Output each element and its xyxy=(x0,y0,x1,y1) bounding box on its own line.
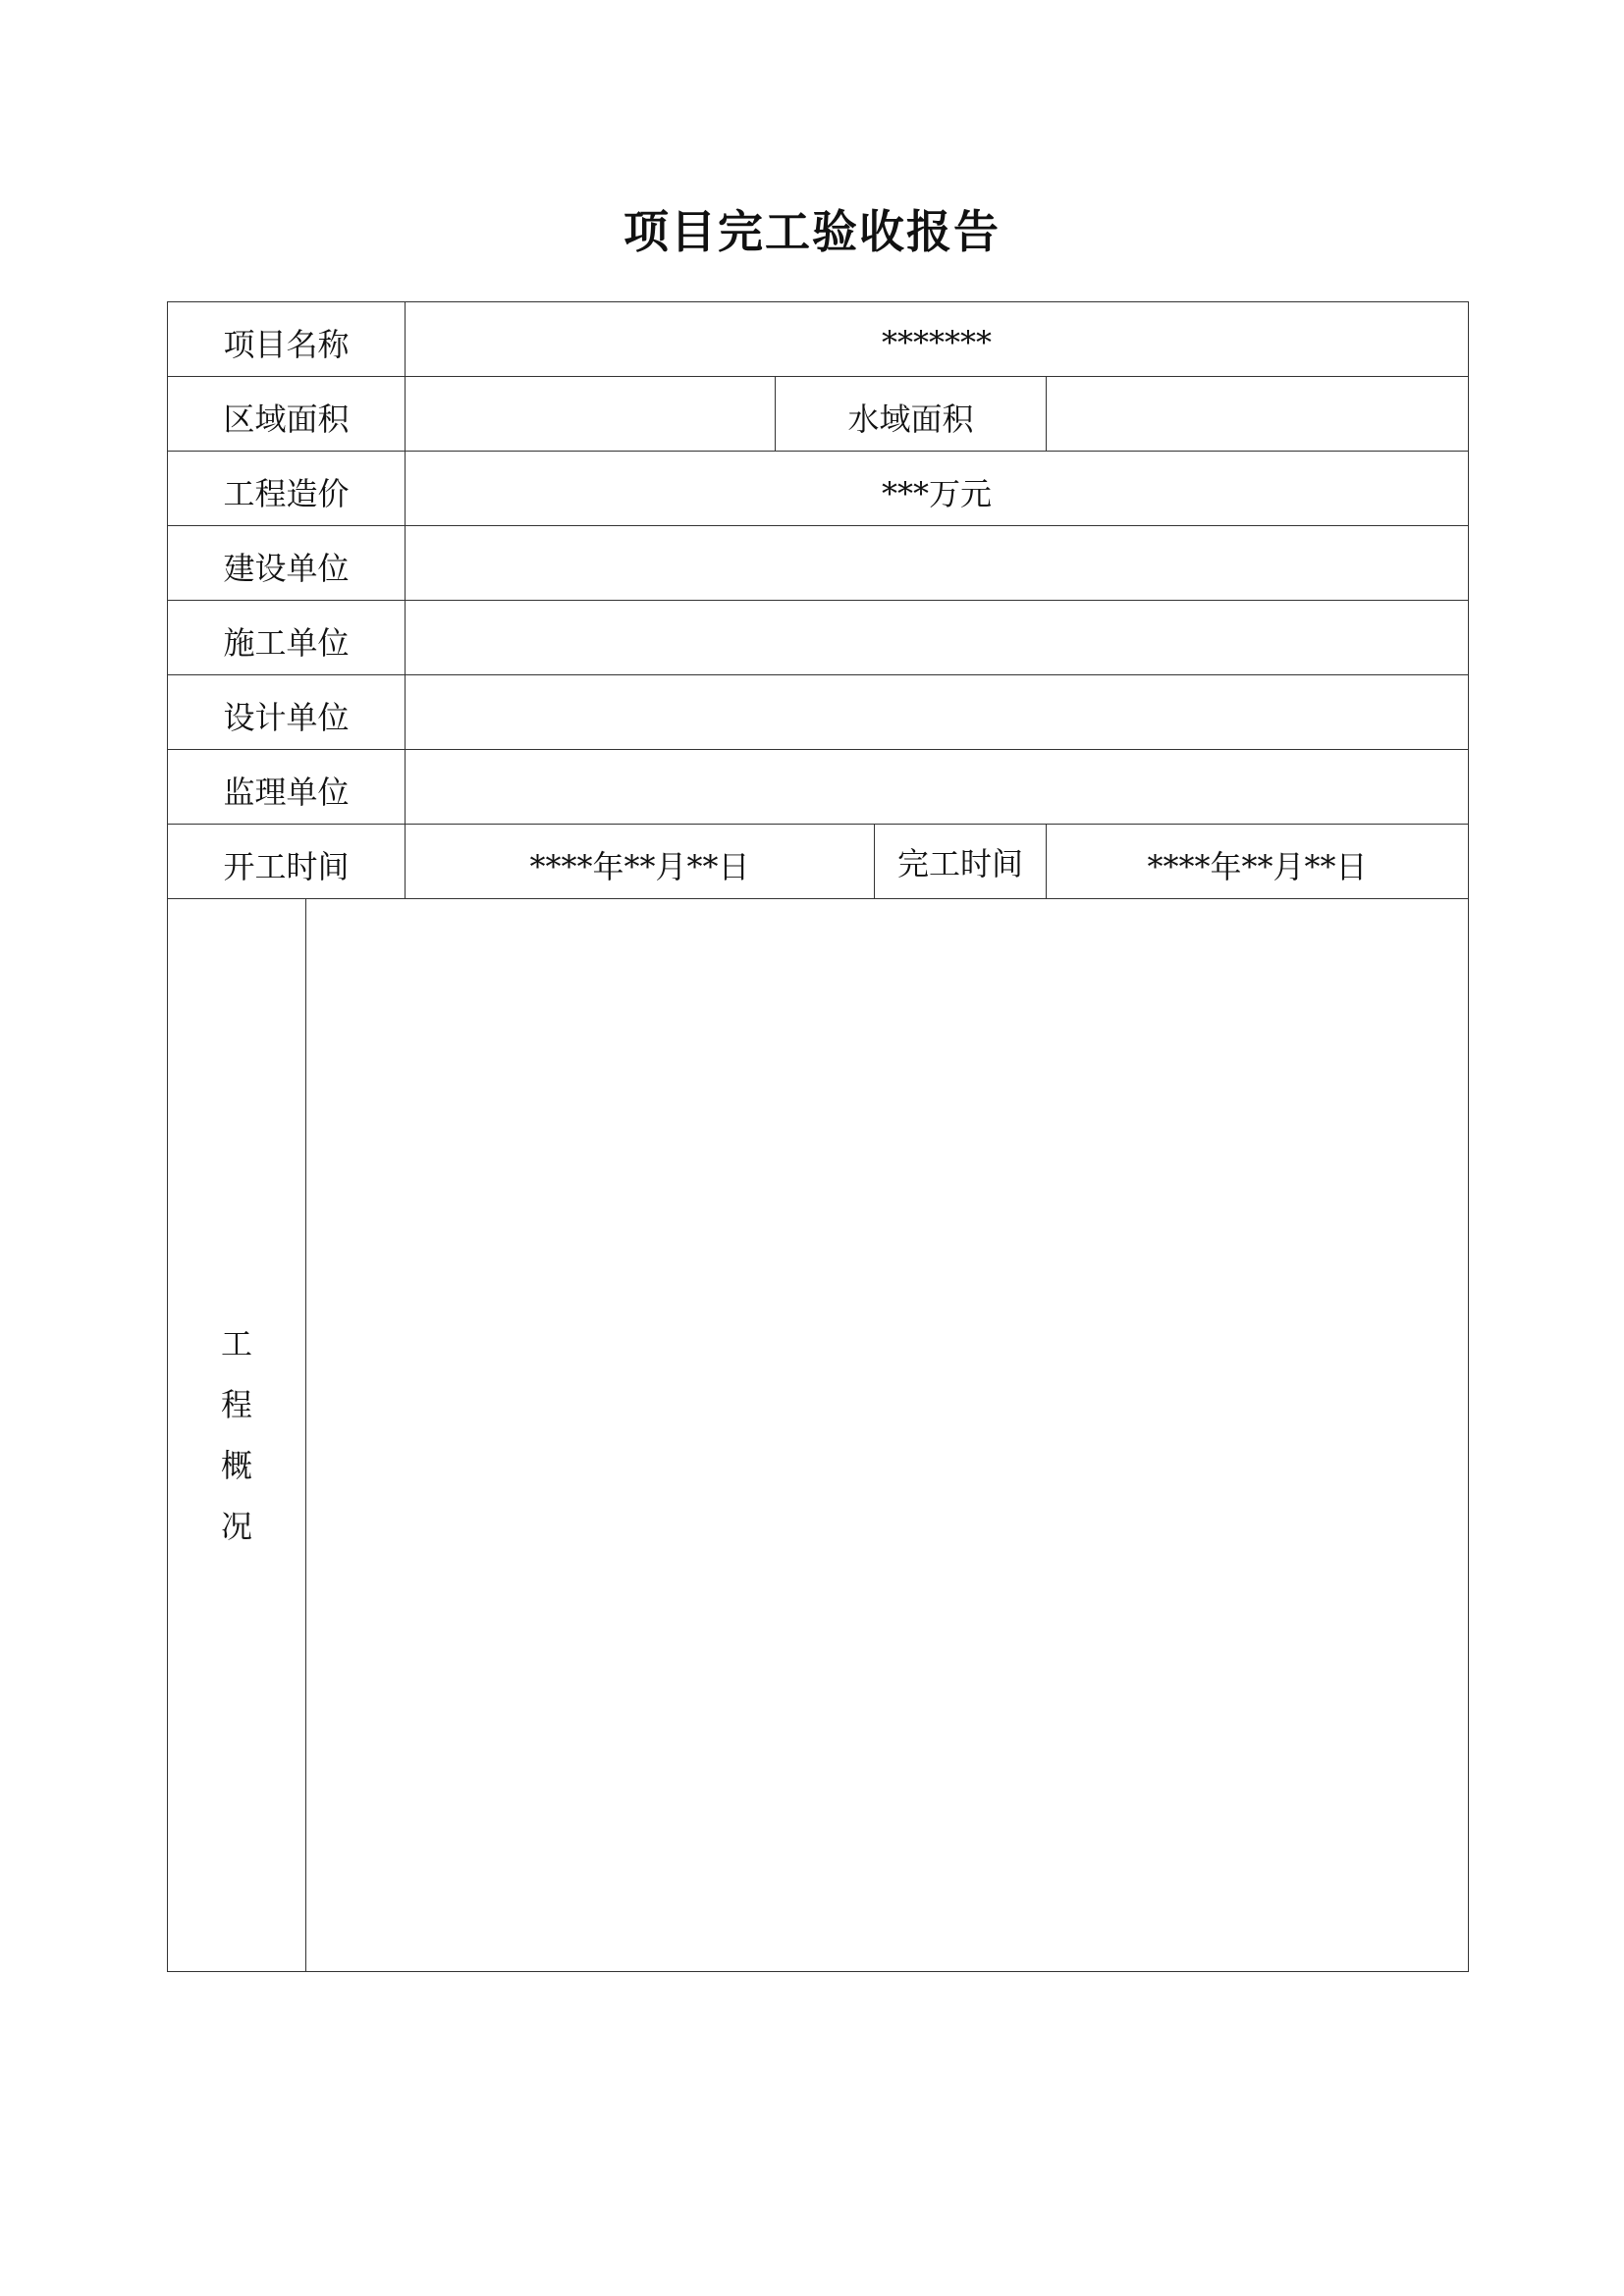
region-area-label: 区域面积 xyxy=(168,377,406,452)
overview-label: 工程概况 xyxy=(220,1325,252,1545)
water-area-label: 水域面积 xyxy=(776,377,1047,452)
row-cost xyxy=(168,452,1469,526)
designer-value[interactable] xyxy=(406,675,1469,750)
water-area-value[interactable] xyxy=(1047,377,1469,452)
acceptance-form-table xyxy=(167,301,1469,1972)
document-title: 项目完工验收报告 xyxy=(623,205,1001,258)
row-supervisor xyxy=(168,750,1469,825)
row-builder xyxy=(168,526,1469,601)
supervisor-label: 监理单位 xyxy=(168,750,406,825)
start-date-label: 开工时间 xyxy=(168,825,406,899)
row-area xyxy=(168,377,1469,452)
supervisor-value[interactable] xyxy=(406,750,1469,825)
cost-value[interactable]: ***万元 xyxy=(406,452,1469,526)
completion-date-label: 完工时间 xyxy=(875,825,1047,899)
overview-label-cell xyxy=(168,899,306,1972)
builder-value[interactable] xyxy=(406,526,1469,601)
contractor-label: 施工单位 xyxy=(168,601,406,675)
designer-label: 设计单位 xyxy=(168,675,406,750)
row-project-name xyxy=(168,302,1469,377)
row-contractor xyxy=(168,601,1469,675)
row-dates xyxy=(168,825,1469,899)
row-overview xyxy=(168,899,1469,1972)
row-designer xyxy=(168,675,1469,750)
project-name-value[interactable]: ******* xyxy=(406,302,1469,377)
cost-label: 工程造价 xyxy=(168,452,406,526)
completion-date-value[interactable]: ****年**月**日 xyxy=(1047,825,1469,899)
region-area-value[interactable] xyxy=(406,377,776,452)
project-name-label: 项目名称 xyxy=(168,302,406,377)
start-date-value[interactable]: ****年**月**日 xyxy=(406,825,875,899)
contractor-value[interactable] xyxy=(406,601,1469,675)
overview-value[interactable] xyxy=(306,899,1469,1972)
builder-label: 建设单位 xyxy=(168,526,406,601)
